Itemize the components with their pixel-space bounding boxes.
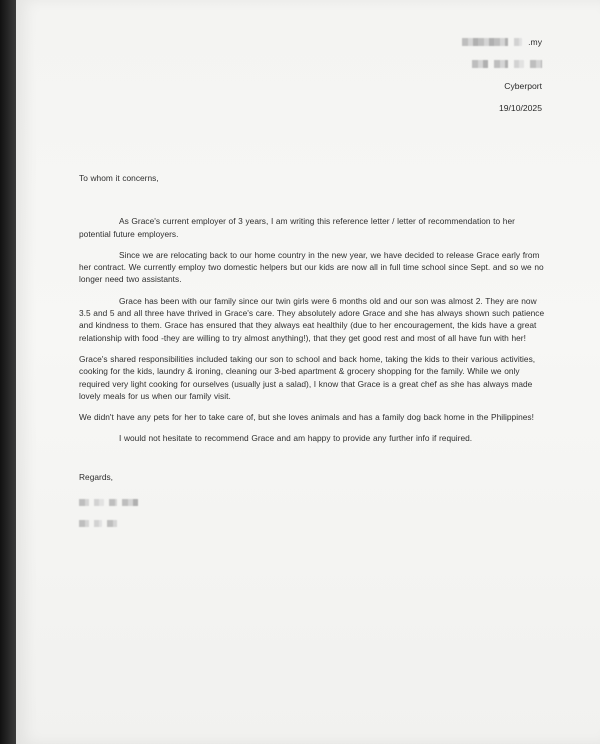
redacted-block xyxy=(94,499,104,506)
paragraph-intro: As Grace's current employer of 3 years, I am writing this reference letter / letter of recommendation to her potential future employers. xyxy=(79,216,515,239)
redacted-block xyxy=(107,520,117,527)
redacted-block xyxy=(122,499,138,506)
redacted-signature-name xyxy=(79,497,549,507)
paragraph-recommendation: I would not hesitate to recommend Grace and am happy to provide any further info if required. xyxy=(119,433,473,444)
paragraph-family-history: Grace has been with our family since our twin girls were 6 months old and our son was almost 2. They are now 3.5 and 5 and all three have thrived in Grace's care. They absolutely adore Grace and she has always shown such patience and kindness to them. Grace has ensured that they always eat healthily (due to her encouragement, the kids have a great relationship with food -they are willing to try almost anything!), that they get good rest and most of all have fun with her! xyxy=(79,295,545,343)
letter-body xyxy=(79,172,549,539)
redacted-block xyxy=(79,520,89,527)
redacted-block xyxy=(94,520,102,527)
scan-edge xyxy=(0,0,16,744)
redacted-block xyxy=(514,38,522,46)
redacted-signature-detail xyxy=(79,518,549,528)
paragraph-pets: We didn't have any pets for her to take care of, but she loves animals and has a family dog back home in the Philippines! xyxy=(79,412,534,423)
salutation: To whom it concerns, xyxy=(79,173,159,183)
sender-name-suffix: .my xyxy=(528,37,542,47)
letter-date: 19/10/2025 xyxy=(498,103,542,113)
redacted-block xyxy=(530,60,542,68)
redacted-block xyxy=(472,60,488,68)
redacted-block xyxy=(462,38,508,46)
paragraph-relocation: Since we are relocating back to our home country in the new year, we have decided to release Grace early from her contract. We currently employ two domestic helpers but our kids are now all in full time school since Sept. and so we no longer need two assistants. xyxy=(79,249,544,285)
closing: Regards, xyxy=(79,471,114,482)
redacted-sender-name xyxy=(462,36,542,48)
paragraph-responsibilities: Grace's shared responsibilities included taking our son to school and back home, taking the kids to their various activities, cooking for the kids, laundry & ironing, cleaning our 3-bed apartment & grocery shopping for the family. While we only required very light cooking for ourselves (usually just a salad), I know that Grace is a great chef as she has always made lovely meals for us when our family visit. xyxy=(79,353,536,401)
redacted-block xyxy=(494,60,508,68)
redacted-block xyxy=(79,499,89,506)
letter-header xyxy=(462,36,542,124)
redacted-block xyxy=(109,499,117,506)
redacted-block xyxy=(514,60,524,68)
redacted-address xyxy=(462,58,542,70)
sender-location: Cyberport xyxy=(504,81,542,91)
